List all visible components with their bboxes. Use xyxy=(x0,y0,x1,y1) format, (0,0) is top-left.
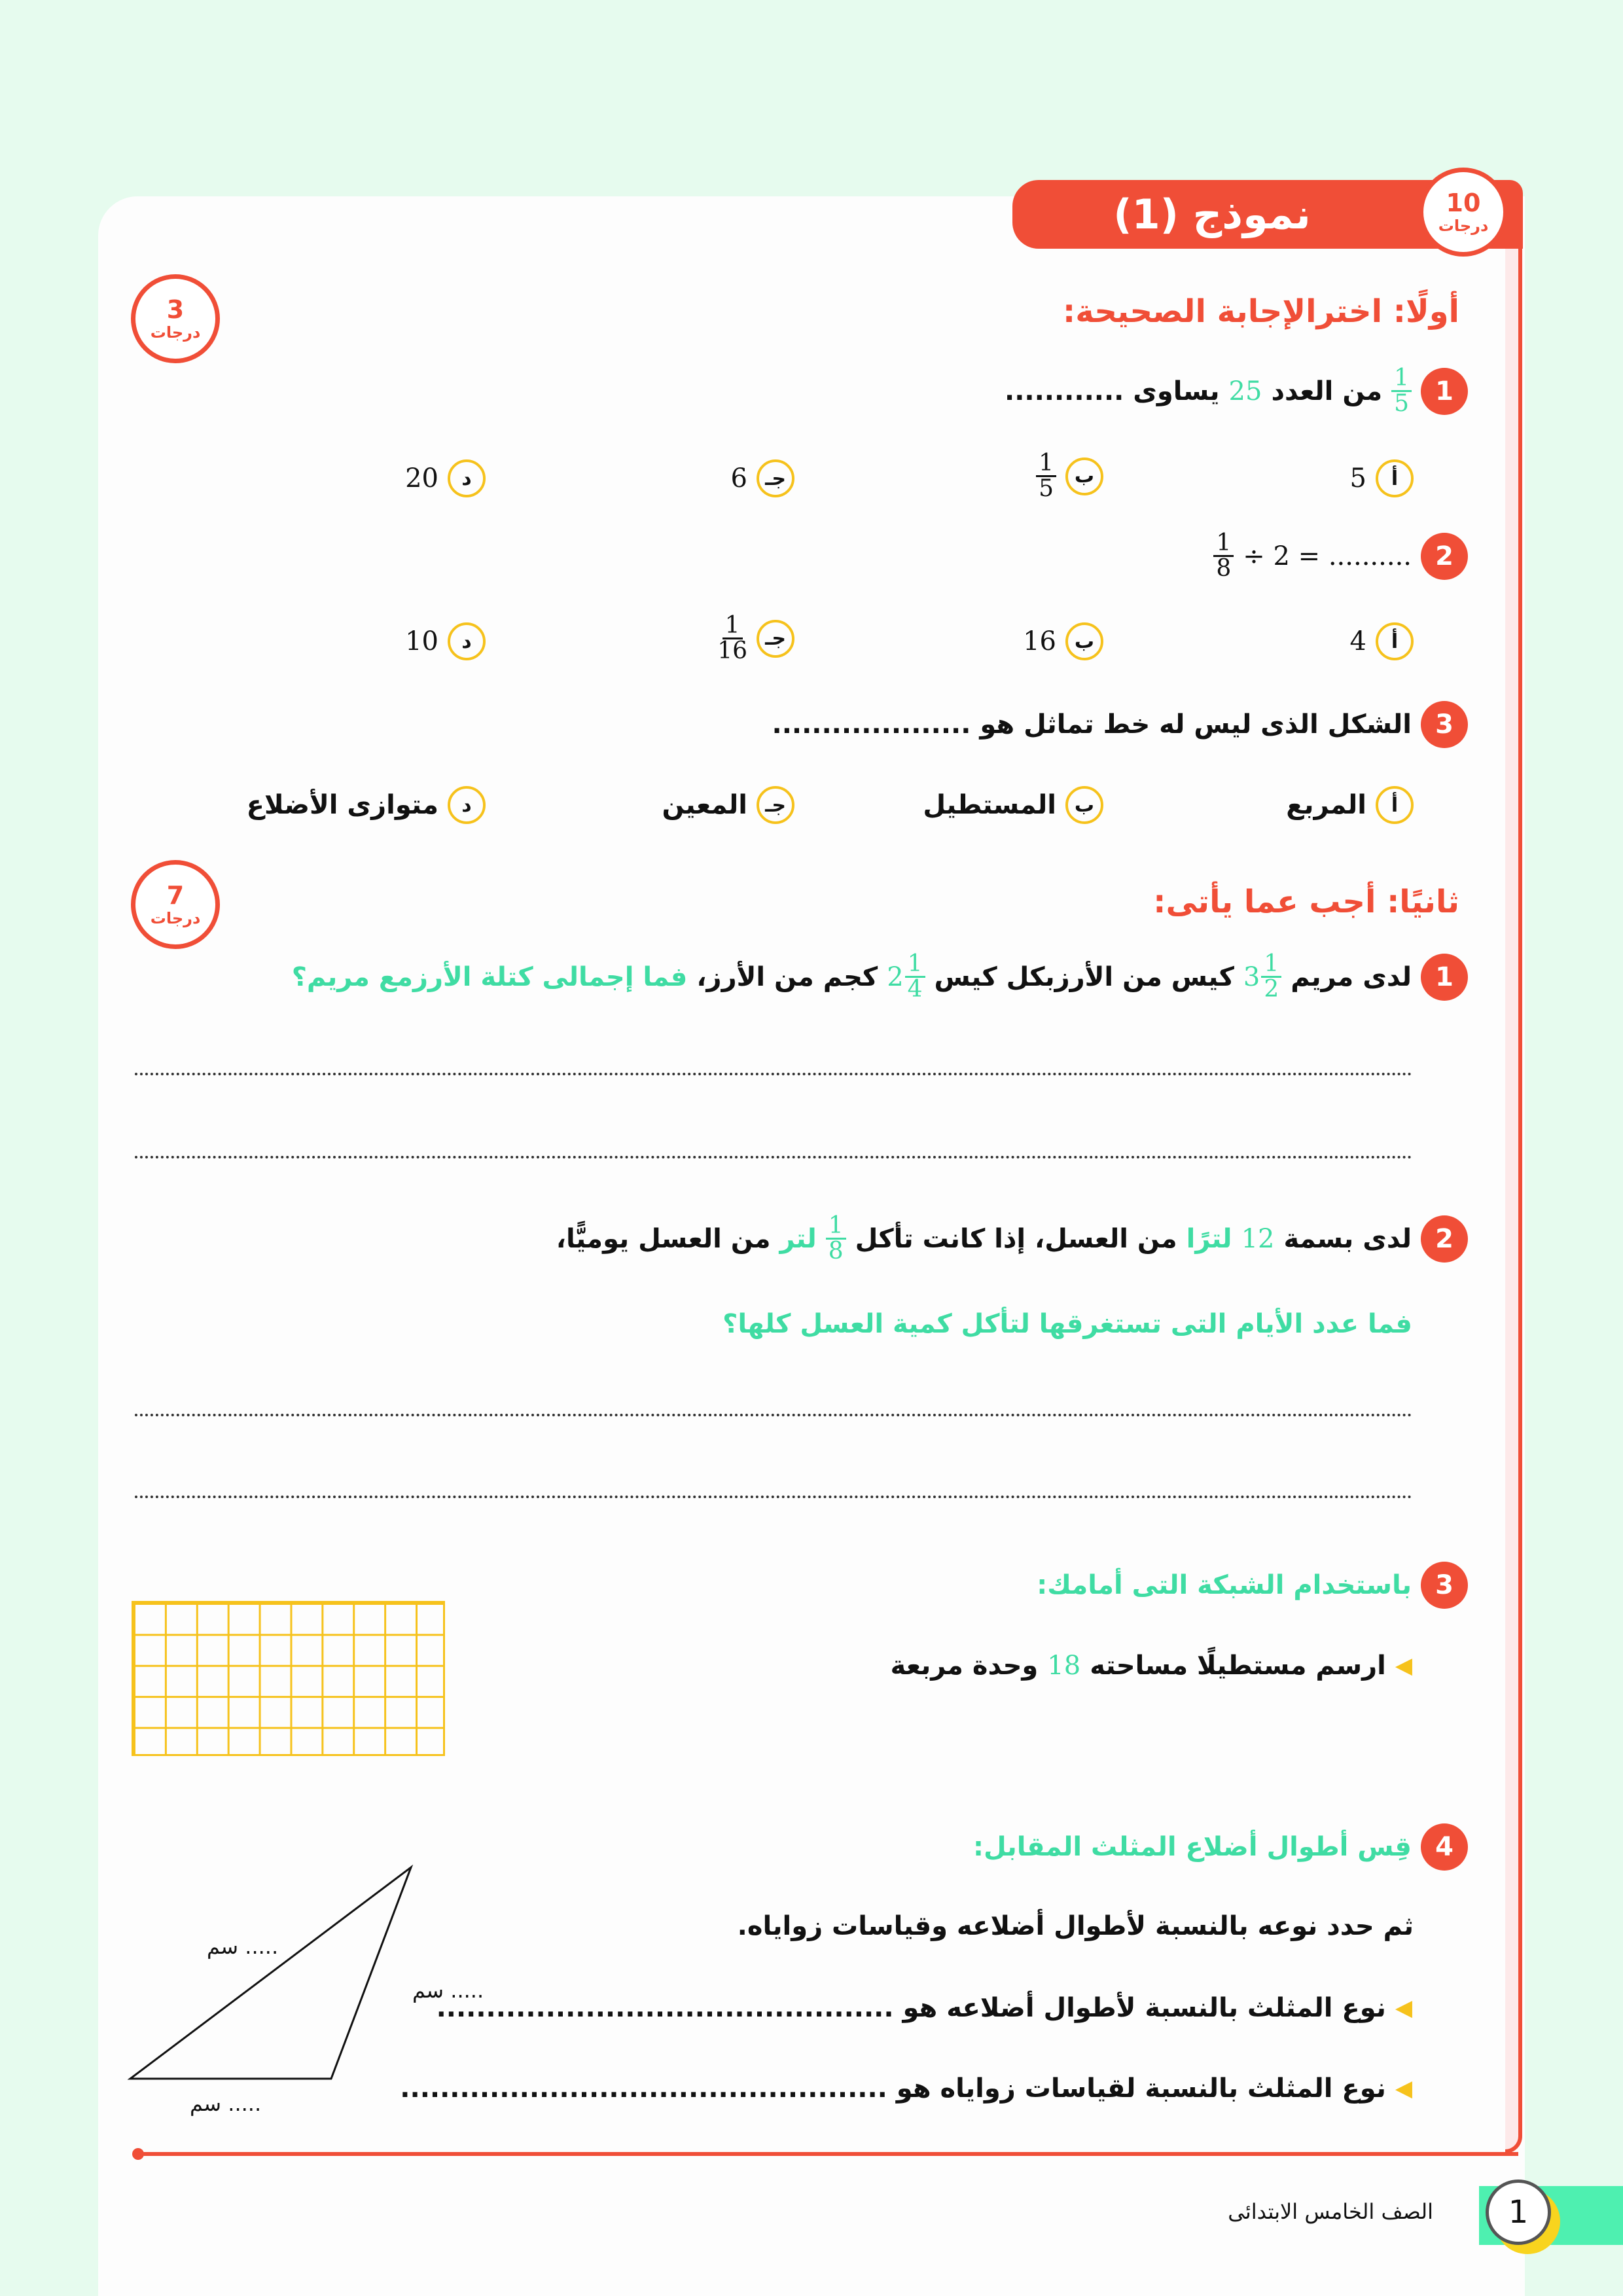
whole: 2 xyxy=(887,961,904,992)
section1-score-badge xyxy=(131,274,220,363)
option-letter: جـ xyxy=(757,786,794,824)
option-d[interactable] xyxy=(405,622,486,660)
s1-question-3 xyxy=(772,701,1469,748)
answer-line[interactable] xyxy=(135,1156,1412,1158)
question-number: 2 xyxy=(1421,533,1468,580)
option-a[interactable] xyxy=(1350,622,1414,660)
numerator: 1 xyxy=(1213,531,1234,557)
fraction xyxy=(826,1214,846,1263)
option-letter: ب xyxy=(1065,786,1103,824)
s1-question-1 xyxy=(1005,367,1468,416)
highlight-number: 12 xyxy=(1241,1223,1275,1254)
option-value: 10 xyxy=(405,626,438,656)
task-text: ارسم مستطيلًا مساحته xyxy=(1090,1651,1386,1681)
unit: لترًا xyxy=(1186,1223,1232,1254)
arrow-bullet-icon: ◀ xyxy=(1395,1653,1412,1679)
denominator: 16 xyxy=(717,637,747,664)
question-text: من العسل، إذا كانت تأكل xyxy=(855,1223,1177,1254)
section2-title: ثانيًا: أجب عما يأتى: xyxy=(1153,884,1459,920)
s2-question-4 xyxy=(973,1823,1468,1871)
option-a[interactable] xyxy=(1286,786,1414,824)
question-text: من العدد xyxy=(1271,376,1383,406)
denominator: 8 xyxy=(1216,555,1232,582)
s2-question-2-prompt: فما عدد الأيام التى تستغرقها لتأكل كمية العسل كلها؟ xyxy=(722,1309,1412,1339)
total-score-badge xyxy=(1419,168,1508,257)
fraction xyxy=(1261,952,1281,1001)
answer-line[interactable] xyxy=(135,1073,1412,1075)
option-fraction xyxy=(1036,452,1056,501)
score-value: 7 xyxy=(166,881,185,910)
option-value: المستطيل xyxy=(923,790,1056,820)
triangle xyxy=(130,1867,411,2079)
numerator: 1 xyxy=(826,1214,846,1240)
option-letter: د xyxy=(448,622,486,660)
s2-question-4-bullet-2 xyxy=(400,2073,1412,2104)
drawing-grid[interactable] xyxy=(132,1601,445,1756)
side-label: ..... سم xyxy=(412,1978,484,2003)
arrow-bullet-icon: ◀ xyxy=(1395,2075,1412,2102)
mixed-number xyxy=(1243,952,1281,1001)
question-text: كجم من الأرز، xyxy=(696,961,878,992)
denominator: 4 xyxy=(907,976,923,1003)
option-value: المربع xyxy=(1286,790,1366,820)
s2-question-4-bullet-1 xyxy=(437,1993,1412,2023)
bottom-rule xyxy=(137,2152,1518,2156)
expression-text: ÷ 2 = .......... xyxy=(1243,541,1412,571)
question-number: 1 xyxy=(1421,368,1468,415)
score-value: 10 xyxy=(1446,188,1481,217)
option-a[interactable] xyxy=(1350,459,1414,497)
expression xyxy=(1213,531,1412,581)
s2-question-3 xyxy=(1037,1562,1468,1609)
s2-question-3-task xyxy=(890,1651,1412,1681)
denominator: 5 xyxy=(1394,390,1409,417)
question-text: كيس من الأرزبكل كيس xyxy=(934,961,1234,992)
option-b[interactable] xyxy=(923,786,1103,824)
right-border xyxy=(1505,216,1522,2153)
denominator: 8 xyxy=(828,1238,844,1265)
question-text: من العسل يوميًّا، xyxy=(556,1223,771,1254)
s2-question-1 xyxy=(292,952,1468,1001)
question-text: يساوى ............ xyxy=(1005,376,1220,406)
option-c[interactable] xyxy=(717,614,794,663)
option-value: المعين xyxy=(662,790,747,820)
option-c[interactable] xyxy=(662,786,794,824)
option-b[interactable] xyxy=(1036,452,1103,501)
section2-score-badge xyxy=(131,860,220,949)
option-letter: أ xyxy=(1376,786,1414,824)
highlight-number: 18 xyxy=(1047,1651,1081,1681)
option-c[interactable] xyxy=(731,459,794,497)
s2-question-4-line: ثم حدد نوعه بالنسبة لأطوال أضلاعه وقياسات زواياه. xyxy=(737,1911,1414,1941)
option-letter: د xyxy=(448,459,486,497)
grade-label: الصف الخامس الابتدائى xyxy=(1228,2199,1433,2224)
mixed-number xyxy=(887,952,925,1001)
answer-line[interactable] xyxy=(135,1496,1412,1498)
option-value: 5 xyxy=(1349,463,1366,493)
option-value: 4 xyxy=(1349,626,1366,656)
question-prompt: فما إجمالى كتلة الأرزمع مريم؟ xyxy=(291,961,688,992)
option-d[interactable] xyxy=(405,459,486,497)
arrow-bullet-icon: ◀ xyxy=(1395,1995,1412,2021)
unit: لتر xyxy=(779,1223,817,1254)
question-number: 3 xyxy=(1421,1562,1468,1609)
option-letter: ب xyxy=(1065,457,1103,495)
option-value: متوازى الأضلاع xyxy=(246,790,438,820)
numerator: 1 xyxy=(905,952,925,978)
side-label: ..... سم xyxy=(190,2091,262,2116)
fraction xyxy=(905,952,925,1001)
question-number: 2 xyxy=(1421,1215,1468,1263)
s1-question-2 xyxy=(1213,531,1468,581)
bullet-text[interactable]: نوع المثلث بالنسبة لأطوال أضلاعه هو .............................................. xyxy=(436,1993,1386,2023)
numerator: 1 xyxy=(722,614,743,639)
score-value: 3 xyxy=(166,295,185,324)
denominator: 5 xyxy=(1039,475,1054,502)
denominator: 2 xyxy=(1264,976,1279,1003)
side-label: ..... سم xyxy=(207,1934,279,1959)
score-unit: درجات xyxy=(1438,217,1489,235)
question-text: لدى مريم xyxy=(1291,961,1412,992)
question-title: قِس أطوال أضلاع المثلث المقابل: xyxy=(973,1832,1412,1862)
answer-line[interactable] xyxy=(135,1414,1412,1416)
highlight-number: 25 xyxy=(1228,376,1262,406)
s2-question-2 xyxy=(556,1214,1468,1263)
option-d[interactable] xyxy=(247,786,486,824)
option-letter: جـ xyxy=(757,620,794,658)
option-b[interactable] xyxy=(1023,622,1103,660)
question-number: 1 xyxy=(1421,954,1468,1001)
bottom-rule-dot xyxy=(132,2148,144,2160)
option-value: 16 xyxy=(1023,626,1056,656)
numerator: 1 xyxy=(1391,367,1412,392)
option-letter: أ xyxy=(1376,459,1414,497)
question-text: لدى بسمة xyxy=(1283,1223,1412,1254)
option-letter: جـ xyxy=(757,459,794,497)
page-title-text: نموذج (1) xyxy=(1113,190,1311,238)
fraction xyxy=(1213,531,1234,581)
question-number: 3 xyxy=(1421,701,1468,748)
option-fraction xyxy=(717,614,747,663)
option-value: 6 xyxy=(730,463,747,493)
page-number: 1 xyxy=(1486,2179,1551,2245)
question-text: الشكل الذى ليس له خط تماثل هو .................... xyxy=(772,709,1412,740)
section1-title: أولًا: اخترالإجابة الصحيحة: xyxy=(1063,293,1459,330)
bullet-text[interactable]: نوع المثلث بالنسبة لقياسات زواياه هو ................................................. xyxy=(400,2073,1386,2104)
score-unit: درجات xyxy=(150,909,201,927)
question-title: باستخدام الشبكة التى أمامك: xyxy=(1037,1570,1412,1600)
fraction xyxy=(1391,367,1412,416)
option-value: 20 xyxy=(405,463,438,493)
option-letter: د xyxy=(448,786,486,824)
option-letter: أ xyxy=(1376,622,1414,660)
question-number: 4 xyxy=(1421,1823,1468,1871)
numerator: 1 xyxy=(1261,952,1281,978)
option-letter: ب xyxy=(1065,622,1103,660)
whole: 3 xyxy=(1243,961,1260,992)
task-text: وحدة مربعة xyxy=(890,1651,1039,1681)
score-unit: درجات xyxy=(150,323,201,342)
numerator: 1 xyxy=(1036,452,1056,477)
